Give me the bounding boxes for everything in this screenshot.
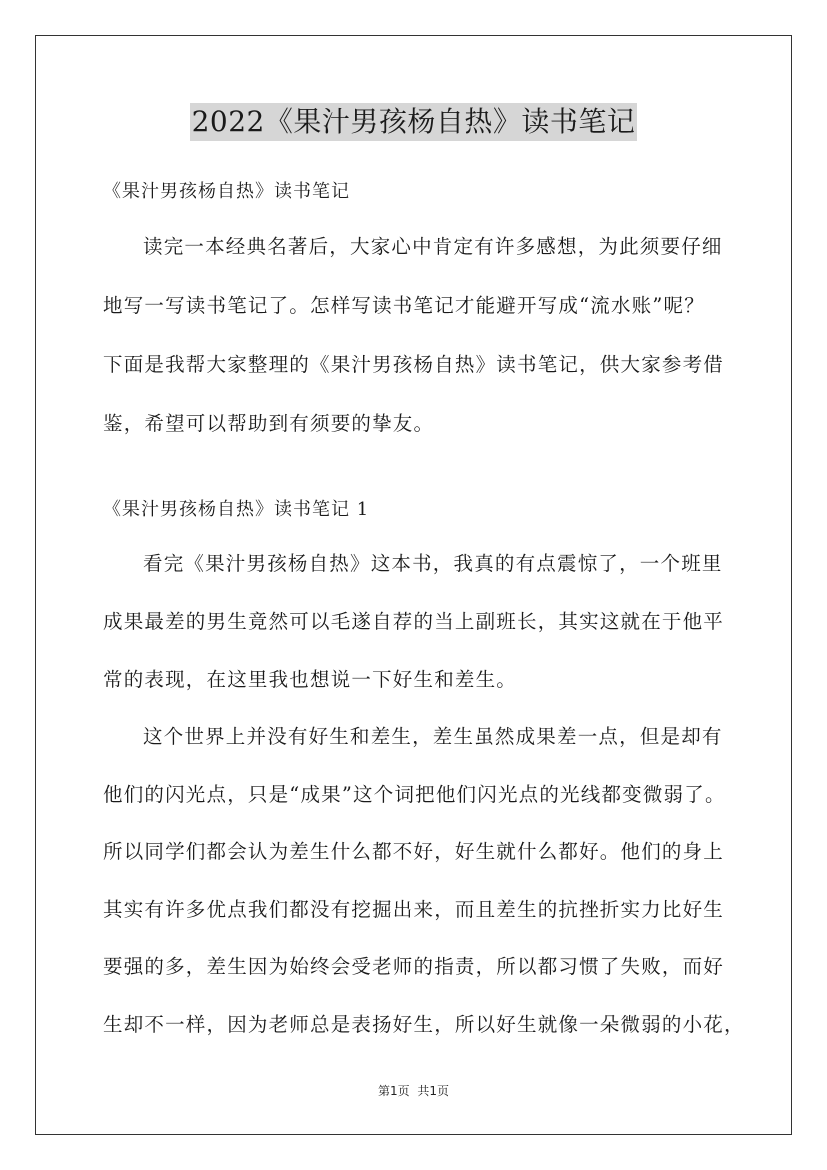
paragraph-line: 这个世界上并没有好生和差生，差生虽然成果差一点，但是却有 (143, 725, 723, 748)
intro-line: 地写一写读书笔记了。怎样写读书笔记才能避开写成“流水账”呢？ (103, 294, 705, 317)
paragraph-line: 要强的多，差生因为始终会受老师的指责，所以都习惯了失败，而好 (103, 955, 725, 978)
intro-line: 下面是我帮大家整理的《果汁男孩杨自热》读书笔记，供大家参考借 (103, 353, 725, 376)
paragraph-line: 生却不一样，因为老师总是表扬好生，所以好生就像一朵微弱的小花， (103, 1013, 745, 1036)
paragraph-2 (103, 722, 745, 1039)
paragraph-line: 成果最差的男生竟然可以毛遂自荐的当上副班长，其实这就在于他平 (103, 610, 725, 633)
intro-line: 鉴，希望可以帮助到有须要的挚友。 (103, 412, 435, 435)
document-title: 2022《果汁男孩杨自热》读书笔记 (190, 103, 638, 141)
page-footer (0, 1082, 827, 1099)
title-wrap (0, 103, 827, 141)
paragraph-1 (103, 549, 728, 722)
paragraph-line: 所以同学们都会认为差生什么都不好，好生就什么都好。他们的身上 (103, 840, 725, 863)
paragraph-line: 他们的闪光点，只是“成果”这个词把他们闪光点的光线都变微弱了。 (103, 783, 726, 806)
page-total: 共1页 (417, 1084, 450, 1098)
paragraph-line: 看完《果汁男孩杨自热》这本书，我真的有点震惊了，一个班里 (143, 552, 723, 575)
intro-line: 读完一本经典名著后，大家心中肯定有许多感想，为此须要仔细 (143, 235, 723, 258)
paragraph-line: 其实有许多优点我们都没有挖掘出来，而且差生的抗挫折实力比好生 (103, 898, 725, 921)
intro-paragraph (103, 232, 728, 438)
document-body (103, 177, 745, 1039)
section-heading-main: 《果汁男孩杨自热》读书笔记 (103, 181, 350, 202)
page-number: 第1页 (377, 1084, 410, 1098)
section-heading-1: 《果汁男孩杨自热》读书笔记 1 (103, 499, 370, 520)
paragraph-line: 常的表现，在这里我也想说一下好生和差生。 (103, 668, 518, 691)
